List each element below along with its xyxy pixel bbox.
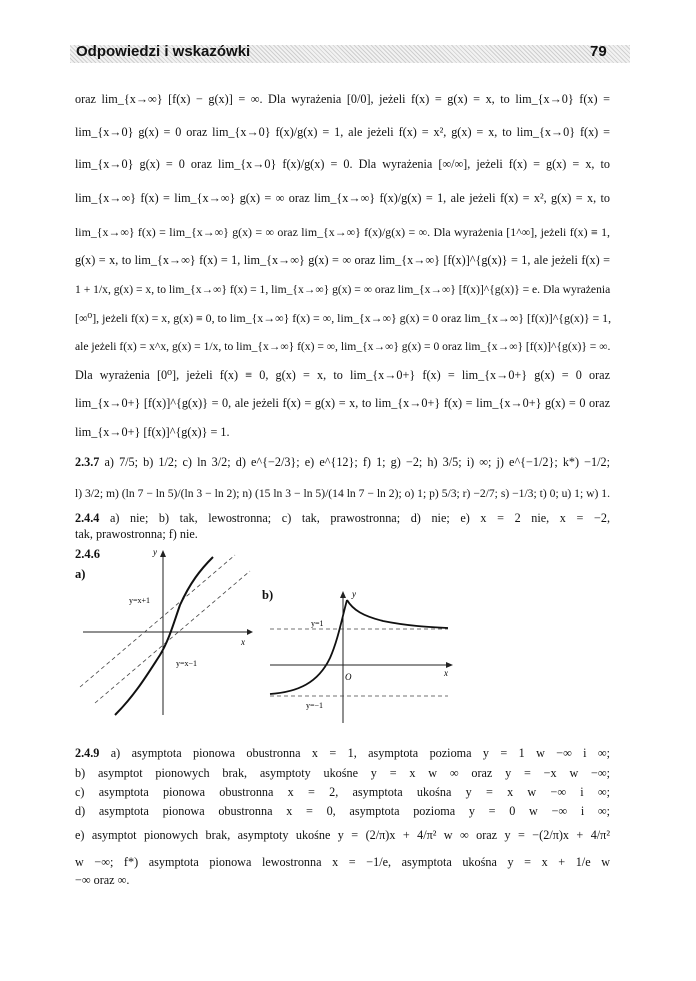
answers-249-line: b) asymptot pionowych brak, asymptoty ukośne y = x w ∞ oraz y = −x w −∞; [75,766,610,780]
text-line: lim_{x→∞} f(x) = lim_{x→∞} g(x) = ∞ oraz lim_{x→∞} f(x)/g(x) = 1, ale jeżeli f(x) = x², g(x) = x, to [75,191,610,205]
asymptote-upper-label: y=1 [311,619,324,628]
answers-237-line-1 [75,455,610,470]
asymptote-lower-label: y=x−1 [176,659,198,668]
asymptote-upper-label: y=x+1 [129,596,151,605]
x-axis-label: x [241,637,245,647]
text-line: g(x) = x, to lim_{x→∞} f(x) = 1, lim_{x→∞} g(x) = ∞ oraz lim_{x→∞} [f(x)]^{g(x)} = 1, ale jeżeli f(x) = [75,253,610,267]
text-line: [∞⁰], jeżeli f(x) = x, g(x) ≡ 0, to lim_{x→∞} f(x) = ∞, lim_{x→∞} g(x) = 0 oraz lim_{x→∞} [f(x)]^{g(x)} = 1, [75,311,612,325]
exercise-number: 2.3.7 [75,455,100,469]
text-line: lim_{x→0} g(x) = 0 oraz lim_{x→0} f(x)/g(x) = 1, ale jeżeli f(x) = x², g(x) = x, to lim_{x→0} f(x) = [75,125,610,139]
page-number: 79 [590,43,607,60]
figure-a [75,545,255,720]
text-line: 1 + 1/x, g(x) = x, to lim_{x→∞} f(x) = 1, lim_{x→∞} g(x) = ∞ oraz lim_{x→∞} [f(x)]^{g(x)} = e. Dla wyrażenia [75,283,611,296]
y-axis-label: y [352,589,356,599]
answers-237-line-2: l) 3/2; m) (ln 7 − ln 5)/(ln 3 − ln 2); n) (15 ln 3 − ln 5)/(14 ln 7 − ln 2); o) 1; p) 5/3; r) −2/7; s) −1/3; t) 0; u) 1; w) 1. [75,487,610,500]
asymptote-upper [80,555,235,687]
answers-249-line: w −∞; f*) asymptota pionowa lewostronna x = −1/e, asymptota ukośna y = x + 1/e w [75,855,610,869]
exercise-number: 2.4.4 [75,511,100,525]
answers-249-line-1 [75,746,610,761]
answers-249-line: c) asymptota pionowa obustronna x = 2, asymptota ukośna y = x w −∞ i ∞; [75,785,610,799]
asymptote-lower [95,571,250,703]
text-line: oraz lim_{x→∞} [f(x) − g(x)] = ∞. Dla wyrażenia [0/0], jeżeli f(x) = g(x) = x, to lim_{x→0} f(x) = [75,92,610,106]
answers-249-line: d) asymptota pionowa obustronna x = 0, asymptota pozioma y = 0 w −∞ i ∞; [75,804,610,818]
function-curve [115,557,213,715]
text-line: lim_{x→0} g(x) = 0 oraz lim_{x→0} f(x)/g(x) = 0. Dla wyrażenia [∞/∞], jeżeli f(x) = g(x) = x, to [75,157,610,171]
header-title: Odpowiedzi i wskazówki [76,43,251,60]
figure-b [268,588,458,728]
text-line: lim_{x→∞} f(x) = lim_{x→∞} g(x) = ∞ oraz lim_{x→∞} f(x)/g(x) = ∞. Dla wyrażenia [1^∞], jeżeli f(x) ≡ 1, [75,225,610,239]
text-line: lim_{x→0+} [f(x)]^{g(x)} = 1. [75,425,230,439]
text-line: ale jeżeli f(x) = x^x, g(x) = 1/x, to lim_{x→∞} f(x) = ∞, lim_{x→∞} g(x) = 0 oraz lim_{x→∞} [f(x)]^{g(x)} = ∞. [75,340,611,353]
answers-249-line: −∞ oraz ∞. [75,873,130,887]
exercise-number: 2.4.6 [75,547,100,561]
text-line: lim_{x→0+} [f(x)]^{g(x)} = 0, ale jeżeli f(x) = g(x) = x, to lim_{x→0+} f(x) = lim_{x→0+} g(x) = 0 oraz [75,396,610,410]
function-curve-left [270,600,347,694]
y-axis-arrow-icon [160,550,166,557]
answer-text: a) asymptota pionowa obustronna x = 1, asymptota pozioma y = 1 w −∞ i ∞; [110,746,611,760]
y-axis-arrow-icon [340,591,346,598]
asymptote-lower-label: y=−1 [306,701,324,710]
x-axis-label: x [444,668,448,678]
answer-text: a) nie; b) tak, lewostronna; c) tak, prawostronna; d) nie; e) x = 2 nie, x = −2, [109,511,610,525]
answers-244-line-1 [75,511,610,526]
exercise-number: 2.4.9 [75,746,100,760]
figure-b-label: b) [262,588,274,602]
answers-244-line-2: tak, prawostronna; f) nie. [75,527,198,541]
function-curve-right [347,600,448,628]
origin-label: O [345,672,352,682]
answers-249-line: e) asymptot pionowych brak, asymptoty ukośne y = (2/π)x + 4/π² w ∞ oraz y = −(2/π)x + 4/π² [75,828,610,842]
y-axis-label: y [153,547,157,557]
text-line: Dla wyrażenia [0⁰], jeżeli f(x) ≡ 0, g(x) = x, to lim_{x→0+} f(x) = lim_{x→0+} g(x) = 0 oraz [75,368,610,382]
answer-text: a) 7/5; b) 1/2; c) ln 3/2; d) e^{−2/3}; e) e^{12}; f) 1; g) −2; h) 3/5; i) ∞; j) e^{−1/2}; k*) −1/2; [104,455,611,469]
x-axis-arrow-icon [247,629,253,635]
figure-a-label: a) [75,567,86,581]
